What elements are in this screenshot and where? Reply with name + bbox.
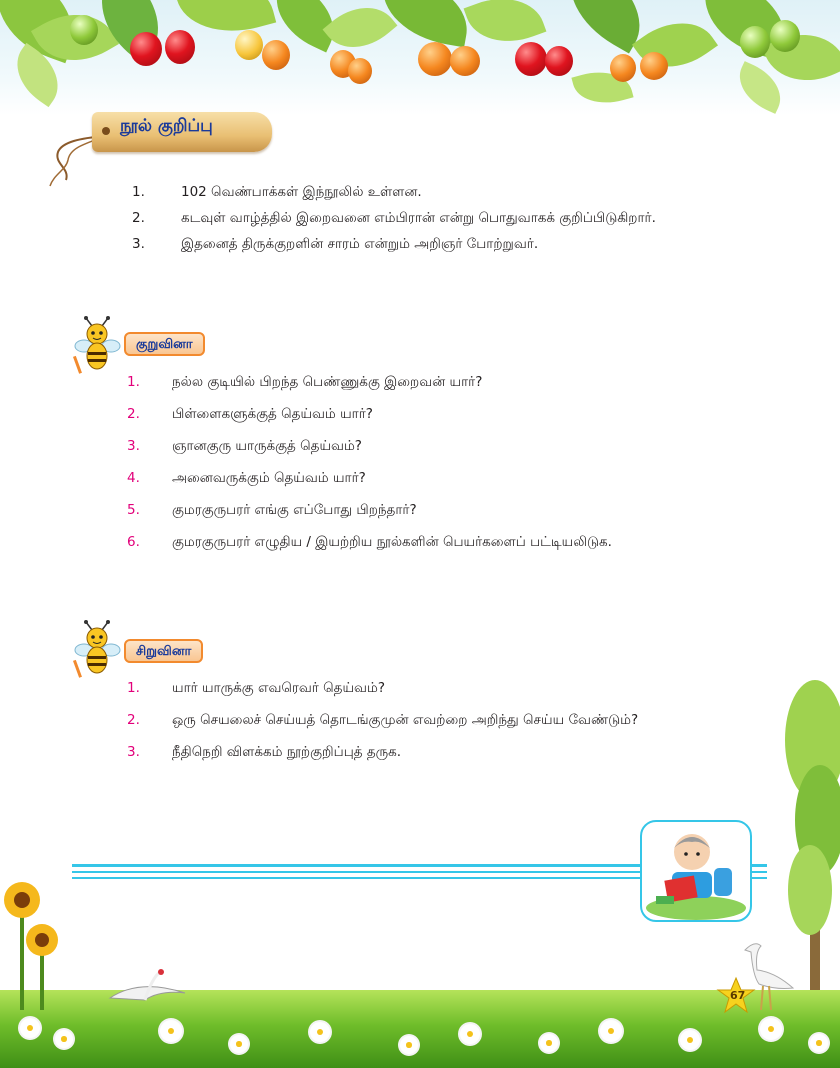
reading-boy-illustration	[640, 820, 752, 922]
fruit-icon	[235, 30, 263, 60]
book-note-heading: நூல் குறிப்பு	[120, 116, 213, 136]
textbook-page: நூல் குறிப்பு 1. 102 வெண்பாக்கள் இந்நூலில் உள்ளன. 2. கடவுள் வாழ்த்தில் இறைவனை எம்பிரான் என்று பொதுவாகக் குறிப்பிடுகிறார். 3. இதனைத் திருக்குறளின் சாரம் என்றும் அறிஞர் போற்றுவர். குறுவினா 1. நல்ல குடியில் பிறந்த பெண்ணுக்கு இறைவன் யார்? 2. பிள்ளைகளுக்குத் தெய்வம் யார்? 3. ஞானகுரு யாருக்குத் தெய்வம்? 4. அனைவருக்கும் தெய்வம் யார்? 5. குமரகுருபரர் எங்கு எப்போது பிறந்தார்? 6. குமரகுருபரர் எழுதிய / இயற்றிய நூல்களின் பெயர்களைப் பட்டியலிடுக. சிறுவினா 1. யார் யாருக்கு எவரெவர் தெய்வம்? 2. ஒரு செயலைச் செய்யத் தொடங்குமுன் எவற்றை அறிந்து செய்ய வேண்டும்? 3. நீதிநெறி விளக்கம் நூற்குறிப்புத் தருக. 67	[0, 0, 840, 1068]
bee-mascot-icon	[72, 316, 122, 378]
fruit-icon	[640, 52, 668, 80]
reading-boy-icon	[642, 822, 750, 920]
fruit-icon	[165, 30, 195, 64]
page-number: 67	[730, 989, 746, 1002]
bee-mascot-icon	[72, 620, 122, 682]
foliage-banner	[0, 0, 840, 115]
fruit-icon	[515, 42, 547, 76]
fruit-icon	[418, 42, 452, 76]
brief-questions-heading: சிறுவினா	[124, 639, 203, 663]
fruit-icon	[545, 46, 573, 76]
fruit-icon	[610, 54, 636, 82]
fruit-icon	[450, 46, 480, 76]
crane-bird-icon	[100, 968, 190, 1018]
sunflower-icon	[0, 860, 90, 1010]
fruit-icon	[740, 26, 770, 58]
fruit-icon	[348, 58, 372, 84]
fruit-icon	[70, 15, 98, 45]
book-note-tag	[40, 108, 280, 188]
tag-hole-icon	[102, 127, 110, 135]
fruit-icon	[130, 32, 162, 66]
short-questions-heading: குறுவினா	[124, 332, 205, 356]
fruit-icon	[262, 40, 290, 70]
fruit-icon	[770, 20, 800, 52]
